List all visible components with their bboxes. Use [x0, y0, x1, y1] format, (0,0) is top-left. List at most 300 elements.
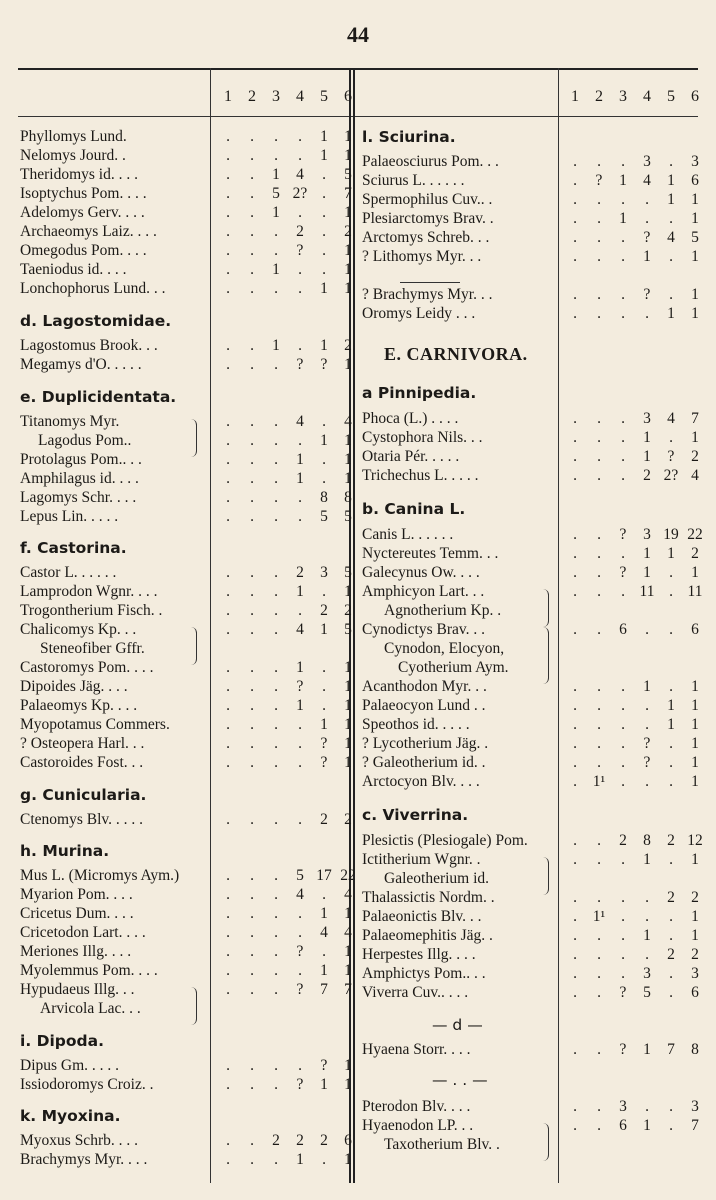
count-cell-6: 1	[344, 1057, 352, 1074]
count-cell-3: .	[621, 286, 625, 303]
count-cell-5: .	[322, 659, 326, 676]
count-cell-5: 2	[320, 811, 328, 828]
table-row	[20, 583, 352, 601]
genus-name: Palaeocyon Lund . .	[362, 697, 486, 714]
count-cell-4: ?	[643, 229, 651, 246]
count-cell-4: ?	[643, 754, 651, 771]
count-cell-4: .	[645, 889, 649, 906]
count-cell-3: 5	[272, 185, 280, 202]
count-cell-3: 6	[619, 621, 627, 638]
count-cell-1: .	[573, 210, 577, 227]
count-cell-3: .	[274, 962, 278, 979]
table-row	[20, 811, 352, 829]
count-cell-4: 2	[643, 467, 651, 484]
table-row	[362, 467, 699, 485]
count-cell-5: .	[669, 153, 673, 170]
count-cell-5: 2	[320, 1132, 328, 1149]
table-row	[362, 429, 699, 447]
count-cell-5: 7	[667, 1041, 675, 1058]
genus-name: Dipus Gm. . . . .	[20, 1057, 120, 1074]
count-cell-1: .	[226, 1076, 230, 1093]
count-cell-3: .	[621, 448, 625, 465]
genus-name: Trichechus L. . . . .	[362, 467, 479, 484]
count-cell-2: .	[597, 716, 601, 733]
count-cell-3: ?	[619, 1041, 627, 1058]
count-cell-2: 1¹	[592, 908, 606, 925]
count-cell-2: .	[250, 659, 254, 676]
count-cell-5: 1	[667, 716, 675, 733]
count-cell-1: .	[573, 229, 577, 246]
count-cell-3: 1	[619, 210, 627, 227]
count-cell-6: 1	[344, 905, 352, 922]
count-cell-6: 1	[691, 851, 699, 868]
count-cell-5: ?	[320, 1057, 328, 1074]
genus-name: Hyaena Storr. . . .	[362, 1041, 471, 1058]
count-cell-6: 5	[344, 166, 352, 183]
count-cell-6: 1	[344, 261, 352, 278]
table-row	[362, 448, 699, 466]
table-row	[362, 248, 699, 266]
genus-name: Thalassictis Nordm. .	[362, 889, 495, 906]
table-row	[362, 545, 699, 563]
count-cell-5: 1	[667, 191, 675, 208]
grouping-brace	[190, 627, 197, 665]
count-cell-4: 1	[296, 659, 304, 676]
table-row	[20, 185, 352, 203]
count-cell-1: .	[226, 678, 230, 695]
col-header-6: 6	[691, 88, 699, 105]
section-heading: k. Myoxina.	[20, 1107, 121, 1125]
count-cell-4: 11	[639, 583, 655, 600]
count-cell-1: .	[573, 545, 577, 562]
count-cell-2: .	[250, 470, 254, 487]
count-cell-1: .	[226, 1057, 230, 1074]
count-cell-6: 1	[691, 908, 699, 925]
count-cell-2: .	[250, 602, 254, 619]
count-cell-3: .	[274, 1151, 278, 1168]
genus-name: Galeotherium id.	[384, 870, 490, 887]
count-cell-5: .	[322, 223, 326, 240]
table-row	[362, 1041, 699, 1059]
count-cell-5: ?	[320, 754, 328, 771]
count-cell-4: ?	[296, 1076, 304, 1093]
table-row	[362, 908, 699, 926]
genus-name: Agnotherium Kp. .	[384, 602, 502, 619]
col-header-4: 4	[296, 88, 304, 105]
count-cell-3: .	[621, 965, 625, 982]
count-cell-6: 2	[344, 223, 352, 240]
count-cell-5: 2	[667, 946, 675, 963]
count-cell-1: .	[573, 526, 577, 543]
count-cell-3: .	[621, 908, 625, 925]
table-row	[362, 1117, 699, 1135]
count-cell-3: .	[274, 356, 278, 373]
count-cell-4: ?	[643, 735, 651, 752]
count-cell-4: .	[298, 602, 302, 619]
count-cell-4: 1	[643, 1117, 651, 1134]
count-cell-5: .	[669, 908, 673, 925]
count-cell-2: .	[597, 851, 601, 868]
table-row	[20, 128, 352, 146]
count-cell-2: .	[597, 448, 601, 465]
genus-name: Brachymys Myr. . . .	[20, 1151, 148, 1168]
count-cell-2: .	[597, 946, 601, 963]
count-cell-2: .	[250, 223, 254, 240]
count-cell-5: .	[669, 984, 673, 1001]
genus-name: Cricetodon Lart. . . .	[20, 924, 146, 941]
count-cell-5: 4	[320, 924, 328, 941]
count-cell-1: .	[573, 984, 577, 1001]
count-cell-1: .	[573, 773, 577, 790]
count-cell-4: .	[298, 204, 302, 221]
count-cell-4: 1	[296, 451, 304, 468]
count-cell-3: .	[274, 943, 278, 960]
count-cell-1: .	[226, 489, 230, 506]
genus-name: Meriones Illg. . . .	[20, 943, 132, 960]
table-row	[384, 1136, 500, 1154]
table-row	[384, 602, 501, 620]
count-cell-5: ?	[320, 735, 328, 752]
count-cell-6: 8	[691, 1041, 699, 1058]
table-row	[20, 981, 352, 999]
count-cell-2: .	[250, 1151, 254, 1168]
count-cell-3: 1	[272, 261, 280, 278]
count-cell-6: 1	[691, 286, 699, 303]
count-cell-5: .	[322, 1151, 326, 1168]
genus-name: Lagostomus Brook. . .	[20, 337, 158, 354]
count-cell-1: .	[226, 128, 230, 145]
count-cell-3: .	[621, 773, 625, 790]
count-cell-6: 12	[687, 832, 703, 849]
count-cell-4: 1	[296, 1151, 304, 1168]
count-cell-1: .	[226, 621, 230, 638]
count-cell-4: .	[645, 716, 649, 733]
count-cell-3: .	[274, 659, 278, 676]
count-cell-2: .	[250, 432, 254, 449]
table-row	[20, 867, 356, 885]
count-cell-4: .	[298, 337, 302, 354]
table-row	[362, 410, 699, 428]
count-cell-6: 7	[691, 410, 699, 427]
count-cell-3: ?	[619, 984, 627, 1001]
count-cell-3: .	[274, 621, 278, 638]
genus-name: Canis L. . . . . .	[362, 526, 454, 543]
table-row	[40, 640, 145, 658]
count-cell-6: 2	[691, 545, 699, 562]
genus-name: Trogontherium Fisch. .	[20, 602, 163, 619]
count-cell-3: .	[274, 924, 278, 941]
count-cell-1: .	[226, 867, 230, 884]
genus-name: Speothos id. . . . .	[362, 716, 470, 733]
count-cell-4: .	[298, 261, 302, 278]
table-row	[384, 870, 489, 888]
count-cell-6: 1	[344, 242, 352, 259]
genus-name: Archaeomys Laiz. . . .	[20, 223, 157, 240]
count-cell-1: .	[226, 943, 230, 960]
count-cell-1: .	[226, 1132, 230, 1149]
count-cell-3: .	[621, 927, 625, 944]
count-cell-6: 1	[344, 1151, 352, 1168]
col-header-1: 1	[224, 88, 232, 105]
count-cell-3: .	[621, 248, 625, 265]
count-cell-4: .	[645, 210, 649, 227]
table-row	[362, 172, 699, 190]
count-cell-2: .	[597, 1041, 601, 1058]
genus-name: Lepus Lin. . . . .	[20, 508, 119, 525]
count-cell-3: 6	[619, 1117, 627, 1134]
table-row	[20, 943, 352, 961]
table-row	[362, 735, 699, 753]
count-cell-5: 1	[320, 962, 328, 979]
count-cell-1: .	[226, 735, 230, 752]
genus-name: Taeniodus id. . . .	[20, 261, 127, 278]
count-cell-5: .	[669, 965, 673, 982]
count-cell-6: 6	[691, 621, 699, 638]
count-cell-6: 1	[344, 432, 352, 449]
count-cell-2: .	[597, 927, 601, 944]
count-cell-1: .	[226, 583, 230, 600]
col-header-1: 1	[571, 88, 579, 105]
table-row	[362, 754, 699, 772]
table-row	[20, 204, 352, 222]
count-cell-4: ?	[296, 242, 304, 259]
count-cell-4: 1	[643, 248, 651, 265]
count-cell-5: 1	[320, 716, 328, 733]
genus-name: Sciurus L. . . . . .	[362, 172, 465, 189]
count-cell-6: 5	[344, 564, 352, 581]
order-heading: E. CARNIVORA.	[384, 344, 528, 364]
genus-name: Cystophora Nils. . .	[362, 429, 483, 446]
genus-name: Plesiarctomys Brav. .	[362, 210, 494, 227]
table-row	[362, 583, 703, 601]
count-cell-4: 1	[643, 545, 651, 562]
count-cell-4: .	[298, 147, 302, 164]
count-cell-6: 1	[344, 1076, 352, 1093]
count-cell-3: .	[274, 432, 278, 449]
count-cell-3: .	[274, 564, 278, 581]
count-cell-6: 1	[344, 280, 352, 297]
count-cell-6: 1	[344, 659, 352, 676]
count-cell-3: 1	[272, 204, 280, 221]
count-cell-5: 7	[320, 981, 328, 998]
count-cell-6: 1	[691, 678, 699, 695]
count-cell-3: .	[621, 678, 625, 695]
count-cell-2: .	[597, 545, 601, 562]
count-cell-3: .	[621, 229, 625, 246]
count-cell-1: .	[573, 754, 577, 771]
section-heading: d. Lagostomidae.	[20, 312, 172, 330]
count-cell-5: .	[669, 773, 673, 790]
count-cell-5: .	[322, 451, 326, 468]
count-cell-5: 8	[320, 489, 328, 506]
section-heading: e. Duplicidentata.	[20, 388, 177, 406]
count-cell-1: .	[226, 508, 230, 525]
table-row	[20, 1076, 352, 1094]
count-cell-1: .	[226, 659, 230, 676]
count-cell-4: .	[645, 773, 649, 790]
count-cell-4: .	[645, 946, 649, 963]
count-cell-6: 2	[691, 946, 699, 963]
table-row	[20, 659, 352, 677]
count-cell-6: 1	[344, 147, 352, 164]
genus-name: Dipoides Jäg. . . .	[20, 678, 128, 695]
genus-name: Issiodoromys Croiz. .	[20, 1076, 154, 1093]
count-cell-4: .	[645, 621, 649, 638]
genus-name: Castor L. . . . . .	[20, 564, 117, 581]
count-cell-6: 1	[691, 564, 699, 581]
count-cell-4: 3	[643, 410, 651, 427]
count-cell-4: 3	[643, 965, 651, 982]
count-cell-5: 1	[667, 697, 675, 714]
count-cell-5: .	[669, 1098, 673, 1115]
section-heading: l. Sciurina.	[362, 128, 456, 146]
count-cell-2: .	[250, 242, 254, 259]
table-row	[362, 526, 703, 544]
count-cell-1: .	[226, 470, 230, 487]
table-row	[20, 242, 352, 260]
count-cell-5: 3	[320, 564, 328, 581]
count-cell-3: .	[274, 697, 278, 714]
count-cell-4: .	[645, 305, 649, 322]
count-cell-2: .	[250, 867, 254, 884]
count-cell-1: .	[226, 754, 230, 771]
count-cell-1: .	[226, 204, 230, 221]
count-cell-1: .	[226, 981, 230, 998]
table-row	[20, 678, 352, 696]
table-row	[20, 1057, 352, 1075]
table-row	[362, 678, 699, 696]
table-row	[362, 927, 699, 945]
genus-name: Ctenomys Blv. . . . .	[20, 811, 144, 828]
count-cell-2: .	[597, 191, 601, 208]
count-cell-1: .	[573, 735, 577, 752]
genus-name: Palaeomys Kp. . . .	[20, 697, 138, 714]
count-cell-2: .	[597, 410, 601, 427]
count-cell-2: .	[250, 166, 254, 183]
count-cell-1: .	[226, 166, 230, 183]
count-cell-5: .	[322, 943, 326, 960]
count-cell-6: 22	[340, 867, 356, 884]
table-row	[362, 1098, 699, 1116]
count-cell-1: .	[226, 564, 230, 581]
count-cell-6: 1	[691, 305, 699, 322]
count-cell-2: .	[597, 832, 601, 849]
count-cell-3: .	[274, 489, 278, 506]
count-cell-5: .	[322, 166, 326, 183]
count-cell-1: .	[226, 432, 230, 449]
count-cell-1: .	[226, 602, 230, 619]
count-cell-1: .	[226, 261, 230, 278]
count-cell-4: 4	[296, 621, 304, 638]
count-cell-1: .	[573, 716, 577, 733]
count-cell-2: .	[597, 621, 601, 638]
count-cell-1: .	[226, 356, 230, 373]
count-cell-4: 4	[643, 172, 651, 189]
count-cell-2: .	[250, 413, 254, 430]
count-cell-6: 1	[691, 927, 699, 944]
genus-name: Otaria Pér. . . . .	[362, 448, 460, 465]
table-row	[20, 735, 352, 753]
genus-name: ? Lycotherium Jäg. .	[362, 735, 489, 752]
count-cell-3: .	[274, 735, 278, 752]
count-cell-4: 5	[643, 984, 651, 1001]
genus-name: Lonchophorus Lund. . .	[20, 280, 166, 297]
genus-name: Cyotherium Aym.	[398, 659, 509, 676]
table-row	[362, 229, 699, 247]
count-cell-4: .	[298, 924, 302, 941]
count-cell-5: 1	[320, 337, 328, 354]
table-row	[398, 659, 509, 677]
count-cell-3: .	[621, 429, 625, 446]
genus-name: Isoptychus Pom. . . .	[20, 185, 147, 202]
count-cell-6: 2	[691, 448, 699, 465]
count-cell-2: .	[597, 984, 601, 1001]
table-row	[362, 716, 699, 734]
table-row	[20, 905, 352, 923]
count-cell-5: .	[669, 248, 673, 265]
genus-name: Myopotamus Commers.	[20, 716, 170, 733]
count-cell-1: .	[226, 185, 230, 202]
count-cell-5: .	[322, 678, 326, 695]
count-cell-6: 1	[691, 191, 699, 208]
table-row	[362, 621, 699, 639]
count-cell-1: .	[573, 678, 577, 695]
genus-name: Viverra Cuv.. . . .	[362, 984, 469, 1001]
genus-name: Pterodon Blv. . . .	[362, 1098, 471, 1115]
count-cell-6: 2	[691, 889, 699, 906]
count-cell-4: .	[298, 716, 302, 733]
count-cell-2: .	[250, 905, 254, 922]
count-cell-2: .	[250, 943, 254, 960]
count-cell-5: .	[669, 210, 673, 227]
col-header-5: 5	[320, 88, 328, 105]
count-cell-3: .	[274, 1057, 278, 1074]
count-cell-3: .	[274, 886, 278, 903]
count-cell-3: .	[274, 280, 278, 297]
section-heading: a Pinnipedia.	[362, 384, 477, 402]
count-cell-1: .	[226, 280, 230, 297]
count-cell-6: 1	[344, 470, 352, 487]
count-cell-2: .	[597, 229, 601, 246]
grouping-brace	[542, 627, 549, 684]
count-cell-6: 1	[691, 716, 699, 733]
count-cell-2: .	[250, 1057, 254, 1074]
count-cell-4: .	[298, 280, 302, 297]
count-cell-2: .	[597, 564, 601, 581]
genus-name: Amphilagus id. . . .	[20, 470, 139, 487]
count-cell-6: 2	[344, 811, 352, 828]
count-cell-5: .	[669, 754, 673, 771]
right-column-divider	[558, 68, 559, 1183]
count-cell-1: .	[573, 1117, 577, 1134]
genus-name: Myoxus Schrb. . . .	[20, 1132, 138, 1149]
count-cell-4: ?	[296, 356, 304, 373]
count-cell-2: .	[250, 489, 254, 506]
count-cell-4: .	[298, 735, 302, 752]
count-cell-6: 2	[344, 337, 352, 354]
count-cell-6: 11	[687, 583, 703, 600]
table-row	[20, 697, 352, 715]
count-cell-3: .	[621, 410, 625, 427]
genus-name: Myarion Pom. . . .	[20, 886, 133, 903]
section-heading: b. Canina L.	[362, 500, 466, 518]
count-cell-3: .	[274, 413, 278, 430]
genus-name: Acanthodon Myr. . .	[362, 678, 487, 695]
col-header-2: 2	[248, 88, 256, 105]
table-row	[20, 962, 352, 980]
count-cell-5: .	[669, 286, 673, 303]
count-cell-4: .	[645, 1098, 649, 1115]
